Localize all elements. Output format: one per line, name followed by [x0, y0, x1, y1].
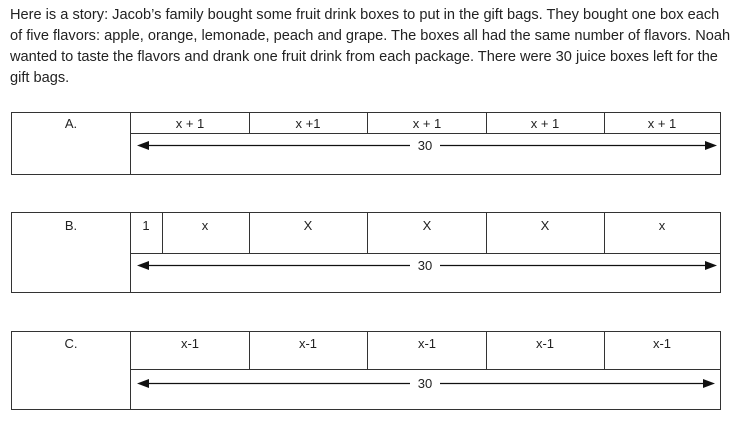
option-a-segment-2: x +1 — [295, 116, 321, 131]
option-c-arrow-left-head — [137, 379, 149, 388]
option-c-segment-3: x-1 — [417, 336, 437, 351]
option-c-frame — [12, 332, 721, 410]
option-a-segment-5: x + 1 — [647, 116, 677, 131]
option-b-segment-3: X — [422, 218, 432, 233]
option-b-label: B. — [64, 218, 78, 233]
option-b-total: 30 — [417, 258, 433, 273]
option-c-label: C. — [64, 336, 78, 351]
option-a-arrow-left-head — [137, 141, 149, 150]
option-b-frame — [12, 213, 721, 293]
option-b-arrow-right-head — [705, 261, 717, 270]
tape-diagram-a-svg — [0, 112, 740, 176]
tape-diagram-c — [0, 331, 740, 411]
option-a-arrow-right-head — [705, 141, 717, 150]
option-a-label: A. — [64, 116, 78, 131]
option-b-segment-4: X — [540, 218, 550, 233]
option-c-segment-4: x-1 — [535, 336, 555, 351]
story-text: Here is a story: Jacob’s family bought some fruit drink boxes to put in the gift bags. They bought one box each of five flavors: apple, orange, lemonade, peach and grape. The boxes all had the same number of flavors. Noah wanted to taste the flavors and drank one fruit drink from each package. There were 30 juice boxes left for the gift bags. — [10, 7, 731, 86]
tape-diagram-b-svg — [0, 212, 740, 294]
option-c-total: 30 — [417, 376, 433, 391]
tape-diagram-a — [0, 112, 740, 176]
option-b-segment-1: x — [201, 218, 209, 233]
option-b-lead-segment: 1 — [142, 218, 150, 233]
option-b-arrow-left-head — [137, 261, 149, 270]
option-b-segment-2: X — [303, 218, 313, 233]
option-a-segment-1: x + 1 — [175, 116, 205, 131]
option-a-segment-3: x + 1 — [412, 116, 442, 131]
option-c-segment-5: x-1 — [652, 336, 672, 351]
option-c-segment-2: x-1 — [298, 336, 318, 351]
option-a-segment-4: x + 1 — [530, 116, 560, 131]
tape-diagram-b — [0, 212, 740, 294]
option-c-segment-1: x-1 — [180, 336, 200, 351]
option-c-arrow-right-head — [703, 379, 715, 388]
option-a-total: 30 — [417, 138, 433, 153]
option-b-segment-5: x — [658, 218, 666, 233]
tape-diagram-c-svg — [0, 331, 740, 411]
option-a-frame — [12, 113, 721, 175]
